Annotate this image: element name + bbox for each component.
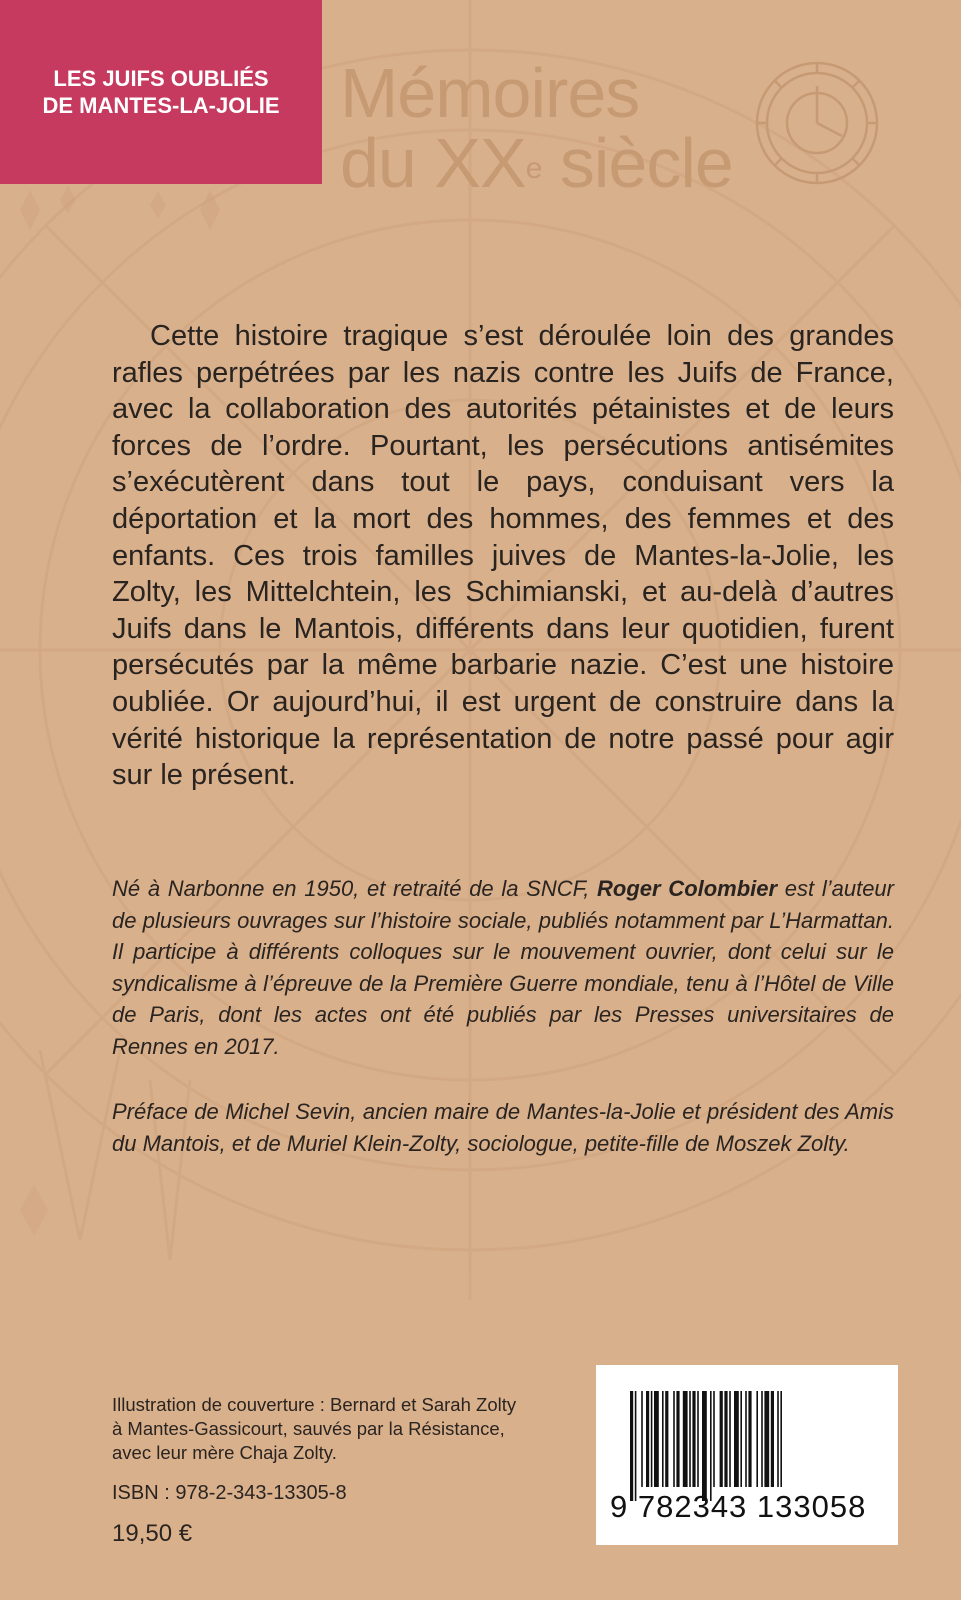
book-title-line1: LES JUIFS OUBLIÉS	[53, 66, 269, 91]
barcode-bar	[740, 1391, 742, 1487]
isbn: ISBN : 978-2-343-13305-8	[112, 1482, 347, 1504]
preface-note	[112, 1096, 894, 1159]
barcode-bar	[756, 1391, 758, 1487]
series-title-line2-post: siècle	[541, 124, 733, 202]
barcode-bar	[646, 1391, 649, 1487]
barcode-bar	[771, 1391, 774, 1487]
barcode-bar	[630, 1391, 633, 1501]
barcode-bar	[697, 1391, 699, 1487]
series-title-line1: Mémoires	[340, 54, 640, 132]
book-title-line2: DE MANTES-LA-JOLIE	[42, 93, 280, 118]
barcode-bar	[748, 1391, 751, 1487]
barcode-bar	[676, 1391, 679, 1487]
barcode-bar	[689, 1391, 691, 1487]
barcode-bar	[692, 1391, 695, 1487]
series-title-line2	[340, 124, 733, 202]
barcode-bar	[724, 1391, 727, 1487]
author-bio-intro: Né à Narbonne en 1950, et retraité de la SNCF,	[112, 876, 598, 901]
barcode-bar	[665, 1391, 668, 1487]
barcode-bar	[635, 1391, 637, 1501]
series-title-line2-pre: du XX	[340, 124, 526, 202]
barcode-bar	[745, 1391, 747, 1487]
synopsis	[112, 318, 894, 794]
barcode-bar	[761, 1391, 763, 1487]
barcode-bar	[713, 1391, 715, 1487]
synopsis-text: Cette histoire tragique s’est déroulée loin des grandes rafles perpétrées par les nazis contre les Juifs de France, avec la collaboration des autorités pétainistes et de leurs forces de l’ordre. Pourtant, les persécutions antisémites s’exécutèrent dans tout le pays, conduisant vers la déportation et la mort des hommes, des femmes et des enfants. Ces trois familles juives de Mantes-la-Jolie, les Zolty, les Mittelchtein, les Schimianski, et au-delà d’autres Juifs dans le Mantois, différents dans leur quotidien, furent persécutés par la même barbarie nazie. C’est une histoire oubliée. Or aujourd’hui, il est urgent de construire dans la vérité historique la représentation de notre passé pour agir sur le présent.	[112, 320, 894, 792]
barcode-bar	[710, 1391, 712, 1501]
barcode-bar	[641, 1391, 643, 1487]
barcode	[596, 1365, 898, 1545]
author-bio	[112, 873, 894, 1062]
barcode-bar	[777, 1391, 779, 1487]
credit-line-3: avec leur mère Chaja Zolty.	[112, 1442, 337, 1463]
credit-line-2: à Mantes-Gassicourt, sauvés par la Résistance,	[112, 1418, 505, 1439]
cover-illustration-credit	[112, 1393, 572, 1465]
barcode-bar	[720, 1391, 723, 1487]
author-bio-text	[112, 873, 894, 1062]
barcode-bar	[651, 1391, 653, 1487]
credit-line-1: Illustration de couverture : Bernard et Sarah Zolty	[112, 1394, 517, 1415]
barcode-bar	[780, 1391, 782, 1487]
series-title	[340, 54, 733, 202]
barcode-digits: 9 782343 133058	[610, 1489, 867, 1524]
clock-icon	[752, 58, 882, 188]
barcode-bar	[702, 1391, 707, 1501]
barcode-bar	[734, 1391, 739, 1487]
author-bio-rest: est l’auteur de plusieurs ouvrages sur l’histoire sociale, publiés notamment par L’Harmattan. Il participe à différents colloques sur le mouvement ouvrier, dont celui sur le syndicalisme à l’épreuve de la Première Guerre mondiale, tenu à l’Hôtel de Ville de Paris, dont les actes ont été publiés par les Presses universitaires de Rennes en 2017.	[112, 876, 894, 1059]
preface-text: Préface de Michel Sevin, ancien maire de Mantes-la-Jolie et président des Amis du Mantois, et de Muriel Klein-Zolty, sociologue, petite-fille de Moszek Zolty.	[112, 1099, 894, 1156]
barcode-bar	[673, 1391, 675, 1487]
series-title-superscript: e	[525, 152, 542, 185]
barcode-bar	[729, 1391, 731, 1487]
barcode-bar	[662, 1391, 664, 1487]
price: 19,50 €	[112, 1520, 193, 1547]
barcode-bar	[764, 1391, 769, 1487]
author-name: Roger Colombier	[597, 876, 778, 901]
barcode-bar	[683, 1391, 688, 1487]
barcode-bar	[654, 1391, 659, 1487]
book-title-banner	[0, 0, 322, 184]
